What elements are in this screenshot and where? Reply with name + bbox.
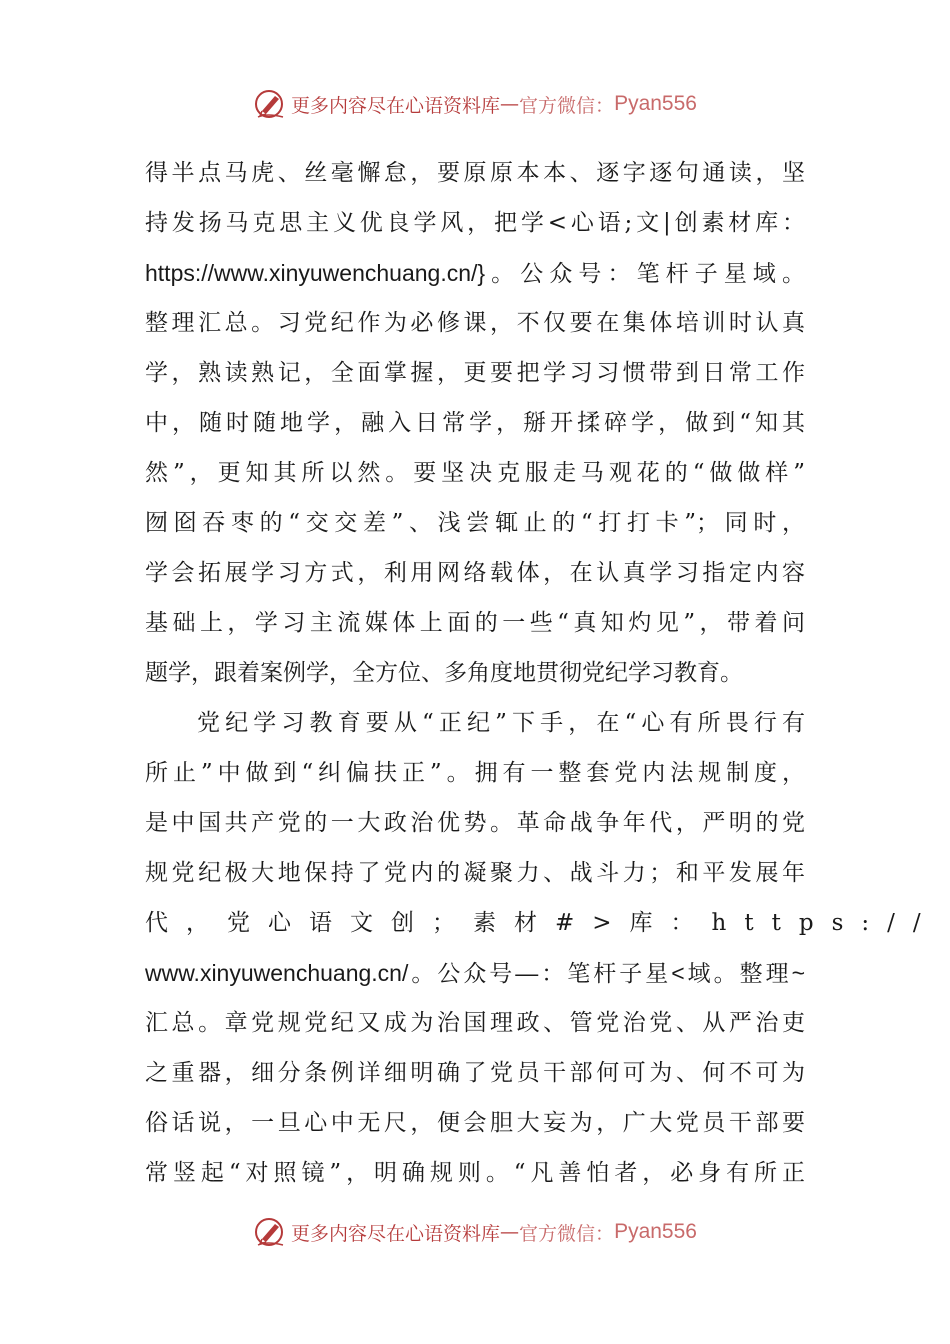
- banner-wechat-id: Pyan556: [614, 92, 697, 115]
- text-line: 囫囵吞枣的“交交差”、浅尝辄止的“打打卡”；同时，: [145, 510, 805, 536]
- banner-wechat-id: Pyan556: [614, 1220, 697, 1243]
- banner-title: 更多内容尽在心语资料库: [291, 1222, 501, 1245]
- text-line: 规党纪极大地保持了党内的凝聚力、战斗力；和平发展年: [145, 860, 805, 886]
- text-line: 得半点马虎、丝毫懈怠，要原原本本、逐字逐句通读，坚: [145, 160, 805, 186]
- text-line: 然”，更知其所以然。要坚决克服走马观花的“做做样”: [145, 460, 805, 486]
- banner-wechat-label: 官方微信：: [519, 94, 615, 117]
- text-line: 题学，跟着案例学，全方位、多角度地贯彻党纪学习教育。: [145, 660, 743, 686]
- header-banner: [0, 84, 950, 124]
- text-line: 汇总。章党规党纪又成为治国理政、管党治党、从严治吏: [145, 1010, 805, 1036]
- pen-logo-icon: [253, 87, 287, 121]
- text-line: 所止”中做到“纠偏扶正”。拥有一整套党内法规制度，: [145, 760, 805, 786]
- document-body: [145, 148, 939, 1198]
- pen-logo-icon: [253, 1215, 287, 1249]
- text-line: 学，熟读熟记，全面掌握，更要把学习习惯带到日常工作: [145, 360, 805, 386]
- text-line: 是中国共产党的一大政治优势。革命战争年代，严明的党: [145, 810, 805, 836]
- text-line: www.xinyuwenchuang.cn/。公众号—：笔杆子星<域。整理~: [145, 960, 805, 986]
- banner-wechat-label: 官方微信：: [519, 1222, 615, 1245]
- text-line: 中，随时随地学，融入日常学，掰开揉碎学，做到“知其: [145, 410, 805, 436]
- text-line: 代，党心语文创；素材#>库：https://: [145, 910, 939, 936]
- text-line: 整理汇总。习党纪作为必修课，不仅要在集体培训时认真: [145, 310, 805, 336]
- text-line: 基础上，学习主流媒体上面的一些“真知灼见”，带着问: [145, 610, 805, 636]
- footer-banner: [0, 1212, 950, 1252]
- banner-separator: —: [500, 1221, 520, 1243]
- text-line: 持发扬马克思主义优良学风，把学<心语;文|创素材库：: [145, 210, 805, 236]
- text-line: 俗话说，一旦心中无尺，便会胆大妄为，广大党员干部要: [145, 1110, 805, 1136]
- banner-title: 更多内容尽在心语资料库: [291, 94, 501, 117]
- text-line: https://www.xinyuwenchuang.cn/}。公众号：笔杆子星域。: [145, 260, 805, 286]
- text-line: 学会拓展学习方式，利用网络载体，在认真学习指定内容: [145, 560, 805, 586]
- banner-separator: —: [500, 93, 520, 115]
- paragraph-start-line: 党纪学习教育要从“正纪”下手，在“心有所畏行有: [197, 710, 805, 736]
- text-line: 之重器，细分条例详细明确了党员干部何可为、何不可为: [145, 1060, 805, 1086]
- text-line: 常竖起“对照镜”，明确规则。“凡善怕者，必身有所正: [145, 1160, 805, 1186]
